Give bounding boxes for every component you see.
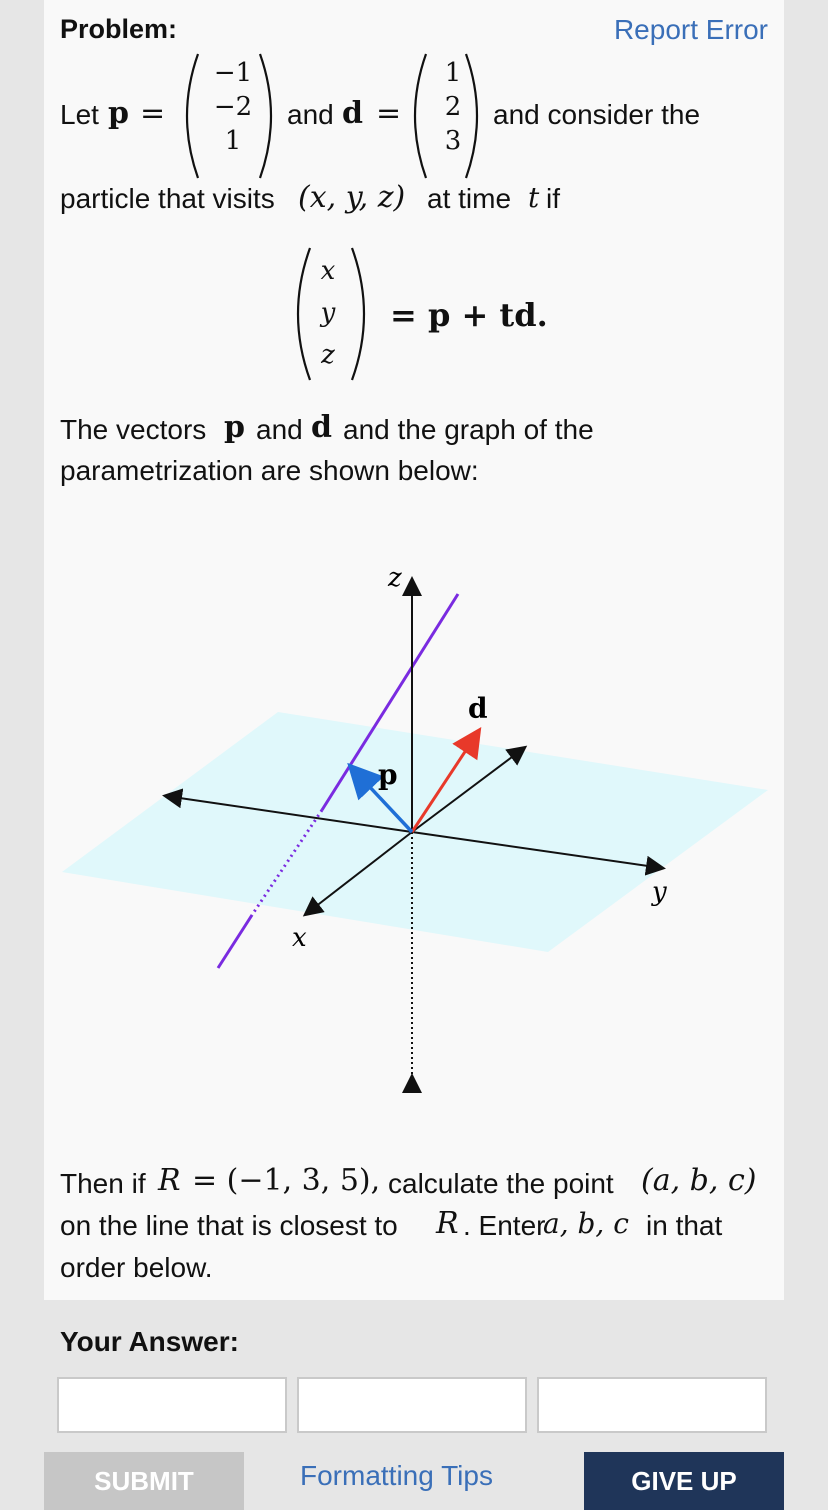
equals-sign: = <box>140 96 166 131</box>
desc-text: The vectors <box>60 414 207 445</box>
xyz-component: x <box>320 256 336 286</box>
x-axis-label: x <box>292 923 307 953</box>
question-text: calculate the point <box>388 1168 614 1199</box>
give-up-button[interactable]: GIVE UP <box>584 1452 784 1510</box>
p-vector-component: −2 <box>213 92 253 122</box>
submit-button[interactable]: SUBMIT <box>44 1452 244 1510</box>
z-axis-label: z <box>388 563 402 593</box>
answer-input-a[interactable] <box>57 1377 287 1433</box>
p-vector <box>202 56 264 158</box>
your-answer-label: Your Answer: <box>60 1326 239 1357</box>
parametrized-line-lower <box>218 915 252 968</box>
p-symbol: p <box>108 96 129 131</box>
question-text: order below. <box>60 1252 213 1283</box>
desc-text: and the graph of the <box>343 414 594 445</box>
p-label: p <box>378 758 398 791</box>
answer-input-b[interactable] <box>297 1377 527 1433</box>
d-symbol: d <box>311 410 332 445</box>
d-label: d <box>468 692 488 725</box>
t-symbol: t <box>528 181 540 214</box>
p-vector-component: −1 <box>213 58 253 88</box>
if-text: if <box>546 183 560 214</box>
report-error-link[interactable]: Report Error <box>613 14 768 45</box>
abc-list: a, b, c <box>543 1207 629 1240</box>
answer-input-c[interactable] <box>537 1377 767 1433</box>
and-text: and <box>287 99 334 130</box>
p-vector-component: 1 <box>224 126 242 156</box>
desc-text: parametrization are shown below: <box>60 455 479 486</box>
question-text: on the line that is closest to <box>60 1210 398 1241</box>
parametrization-figure <box>0 540 828 1100</box>
xyz-component: z <box>321 340 335 370</box>
question-text: Then if <box>60 1168 146 1199</box>
let-text: Let <box>60 99 99 130</box>
desc-text: and <box>256 414 303 445</box>
d-vector-component: 3 <box>444 126 462 156</box>
question-text: in that <box>646 1210 723 1241</box>
consider-text: and consider the <box>493 99 701 130</box>
xyz-component: y <box>320 298 336 328</box>
R-symbol: R <box>436 1206 459 1241</box>
xyz-tuple: (x, y, z) <box>298 180 406 215</box>
d-vector-component: 2 <box>444 92 462 122</box>
d-vector-component: 1 <box>444 58 462 88</box>
p-symbol: p <box>224 410 245 445</box>
R-value: = (−1, 3, 5), <box>192 1163 381 1198</box>
xyz-vector <box>308 250 348 376</box>
formatting-tips-link[interactable]: Formatting Tips <box>300 1460 493 1491</box>
abc-tuple: (a, b, c) <box>641 1163 757 1198</box>
at-time-text: at time <box>427 183 512 214</box>
equals-sign: = <box>376 96 402 131</box>
problem-title: Problem: <box>60 14 178 44</box>
question-text: . Enter <box>463 1210 546 1241</box>
R-symbol: R <box>158 1163 181 1198</box>
equation-rhs: = p + td. <box>390 296 548 334</box>
particle-text: particle that visits <box>60 183 275 214</box>
d-symbol: d <box>342 96 363 131</box>
y-axis-label: y <box>652 877 667 907</box>
d-vector <box>430 56 476 158</box>
